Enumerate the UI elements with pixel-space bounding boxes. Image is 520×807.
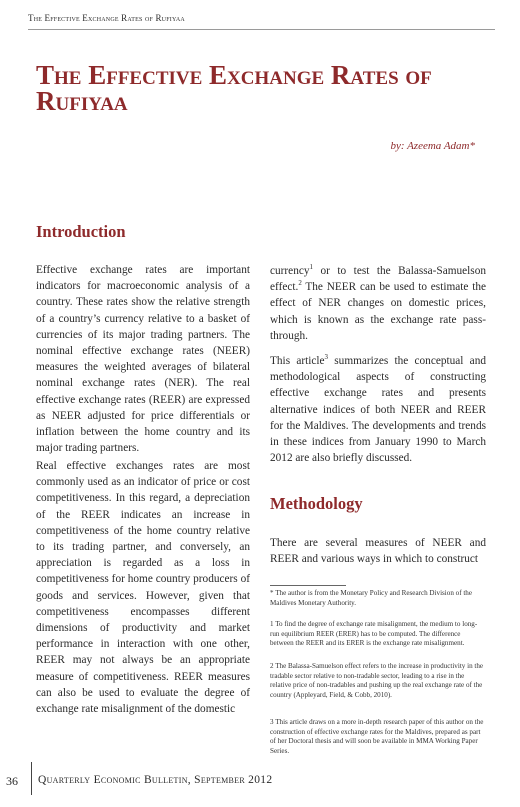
methodology-heading: Methodology (270, 494, 363, 513)
page-number: 36 (6, 774, 18, 788)
body-paragraph-2: Real effective exchanges rates are most commonly used as an indicator of price or cost competitiveness. In this regard, a depreciation of the REER indicates an increase in competitiveness of the home country relative to its trading partner, and conversely, an appreciation is regarded as a loss in competitiveness for home country producers of goods and services. However, given that competitiveness encompasses different dimensions of productivity and market performance in interaction with one other, REER may not always be an appropriate measure of competitiveness. REER measures can also be used to evaluate the degree of exchange rate misalignment of the domestic (36, 460, 250, 716)
footer-divider (31, 762, 32, 795)
footnote-ref-3: 3 (324, 353, 329, 362)
article-title: The Effective Exchange Rates of Rufiyaa (36, 60, 432, 116)
footnote-2: 2 The Balassa-Samuelson effect refers to the increase in productivity in the tradable sector relative to non-tradable sector, leading to a rise in the relative price of non-tradables and pushing up the real exchange rate of the country (Appleyard, Field, & Cobb, 2010). (270, 662, 484, 699)
body-paragraph-4 (270, 353, 486, 466)
paragraph-4-text-b: summarizes the conceptual and methodological aspects of constructing effective exchange rates and presents alternative indices of both NEER and REER for the Maldives. The developments and trends in these indices from January 1990 to March 2012 are also briefly discussed. (270, 355, 486, 465)
body-paragraph-1: Effective exchange rates are important indicators for macroeconomic analysis of a country. These rates show the relative strength of a country’s currency relative to a basket of currencies of its major trading partners. The nominal effective exchange rates (NEER) measures the weighted averages of bilateral nominal exchange rates (NER). The real effective exchange rates (REER) are expressed as NEER adjusted for price differentials or inflation between the home country and its major trading partners. (36, 264, 250, 455)
paragraph-3-text-a: currency (270, 265, 310, 277)
paragraph-3-text-b: or to test the Balassa-Samuelson effect. (270, 265, 486, 294)
footnote-1: 1 To find the degree of exchange rate misalignment, the medium to long-run equilibrium REER (ERER) has to be computed. The difference between the REER and its ERER is the exchange rate misalignment. (270, 620, 478, 648)
introduction-heading: Introduction (36, 222, 126, 241)
publication-title: Quarterly Economic Bulletin, September 2012 (38, 774, 273, 786)
paragraph-4-text-a: This article (270, 355, 325, 367)
footnote-divider (270, 585, 346, 586)
header-divider (28, 29, 495, 30)
paragraph-3-text-c: The NEER can be used to estimate the effect of NER changes on domestic prices, which is known as the exchange rate pass-through. (270, 281, 486, 342)
footnote-ref-1: 1 (309, 263, 314, 272)
author-byline: by: Azeema Adam* (390, 140, 475, 152)
body-paragraph-3 (270, 263, 486, 344)
footnote-author: * The author is from the Monetary Policy and Research Division of the Maldives Monetary Authority. (270, 589, 472, 607)
footnote-3: 3 This article draws on a more in-depth research paper of this author on the construction of effective exchange rates for the Maldives, prepared as part of her Doctoral thesis and will soon be available in MMA Working Paper Series. (270, 718, 484, 755)
footnote-ref-2: 2 (298, 279, 302, 288)
body-paragraph-5: There are several measures of NEER and REER and various ways in which to construct (270, 537, 486, 566)
running-header: The Effective Exchange Rates of Rufiyaa (28, 13, 185, 23)
